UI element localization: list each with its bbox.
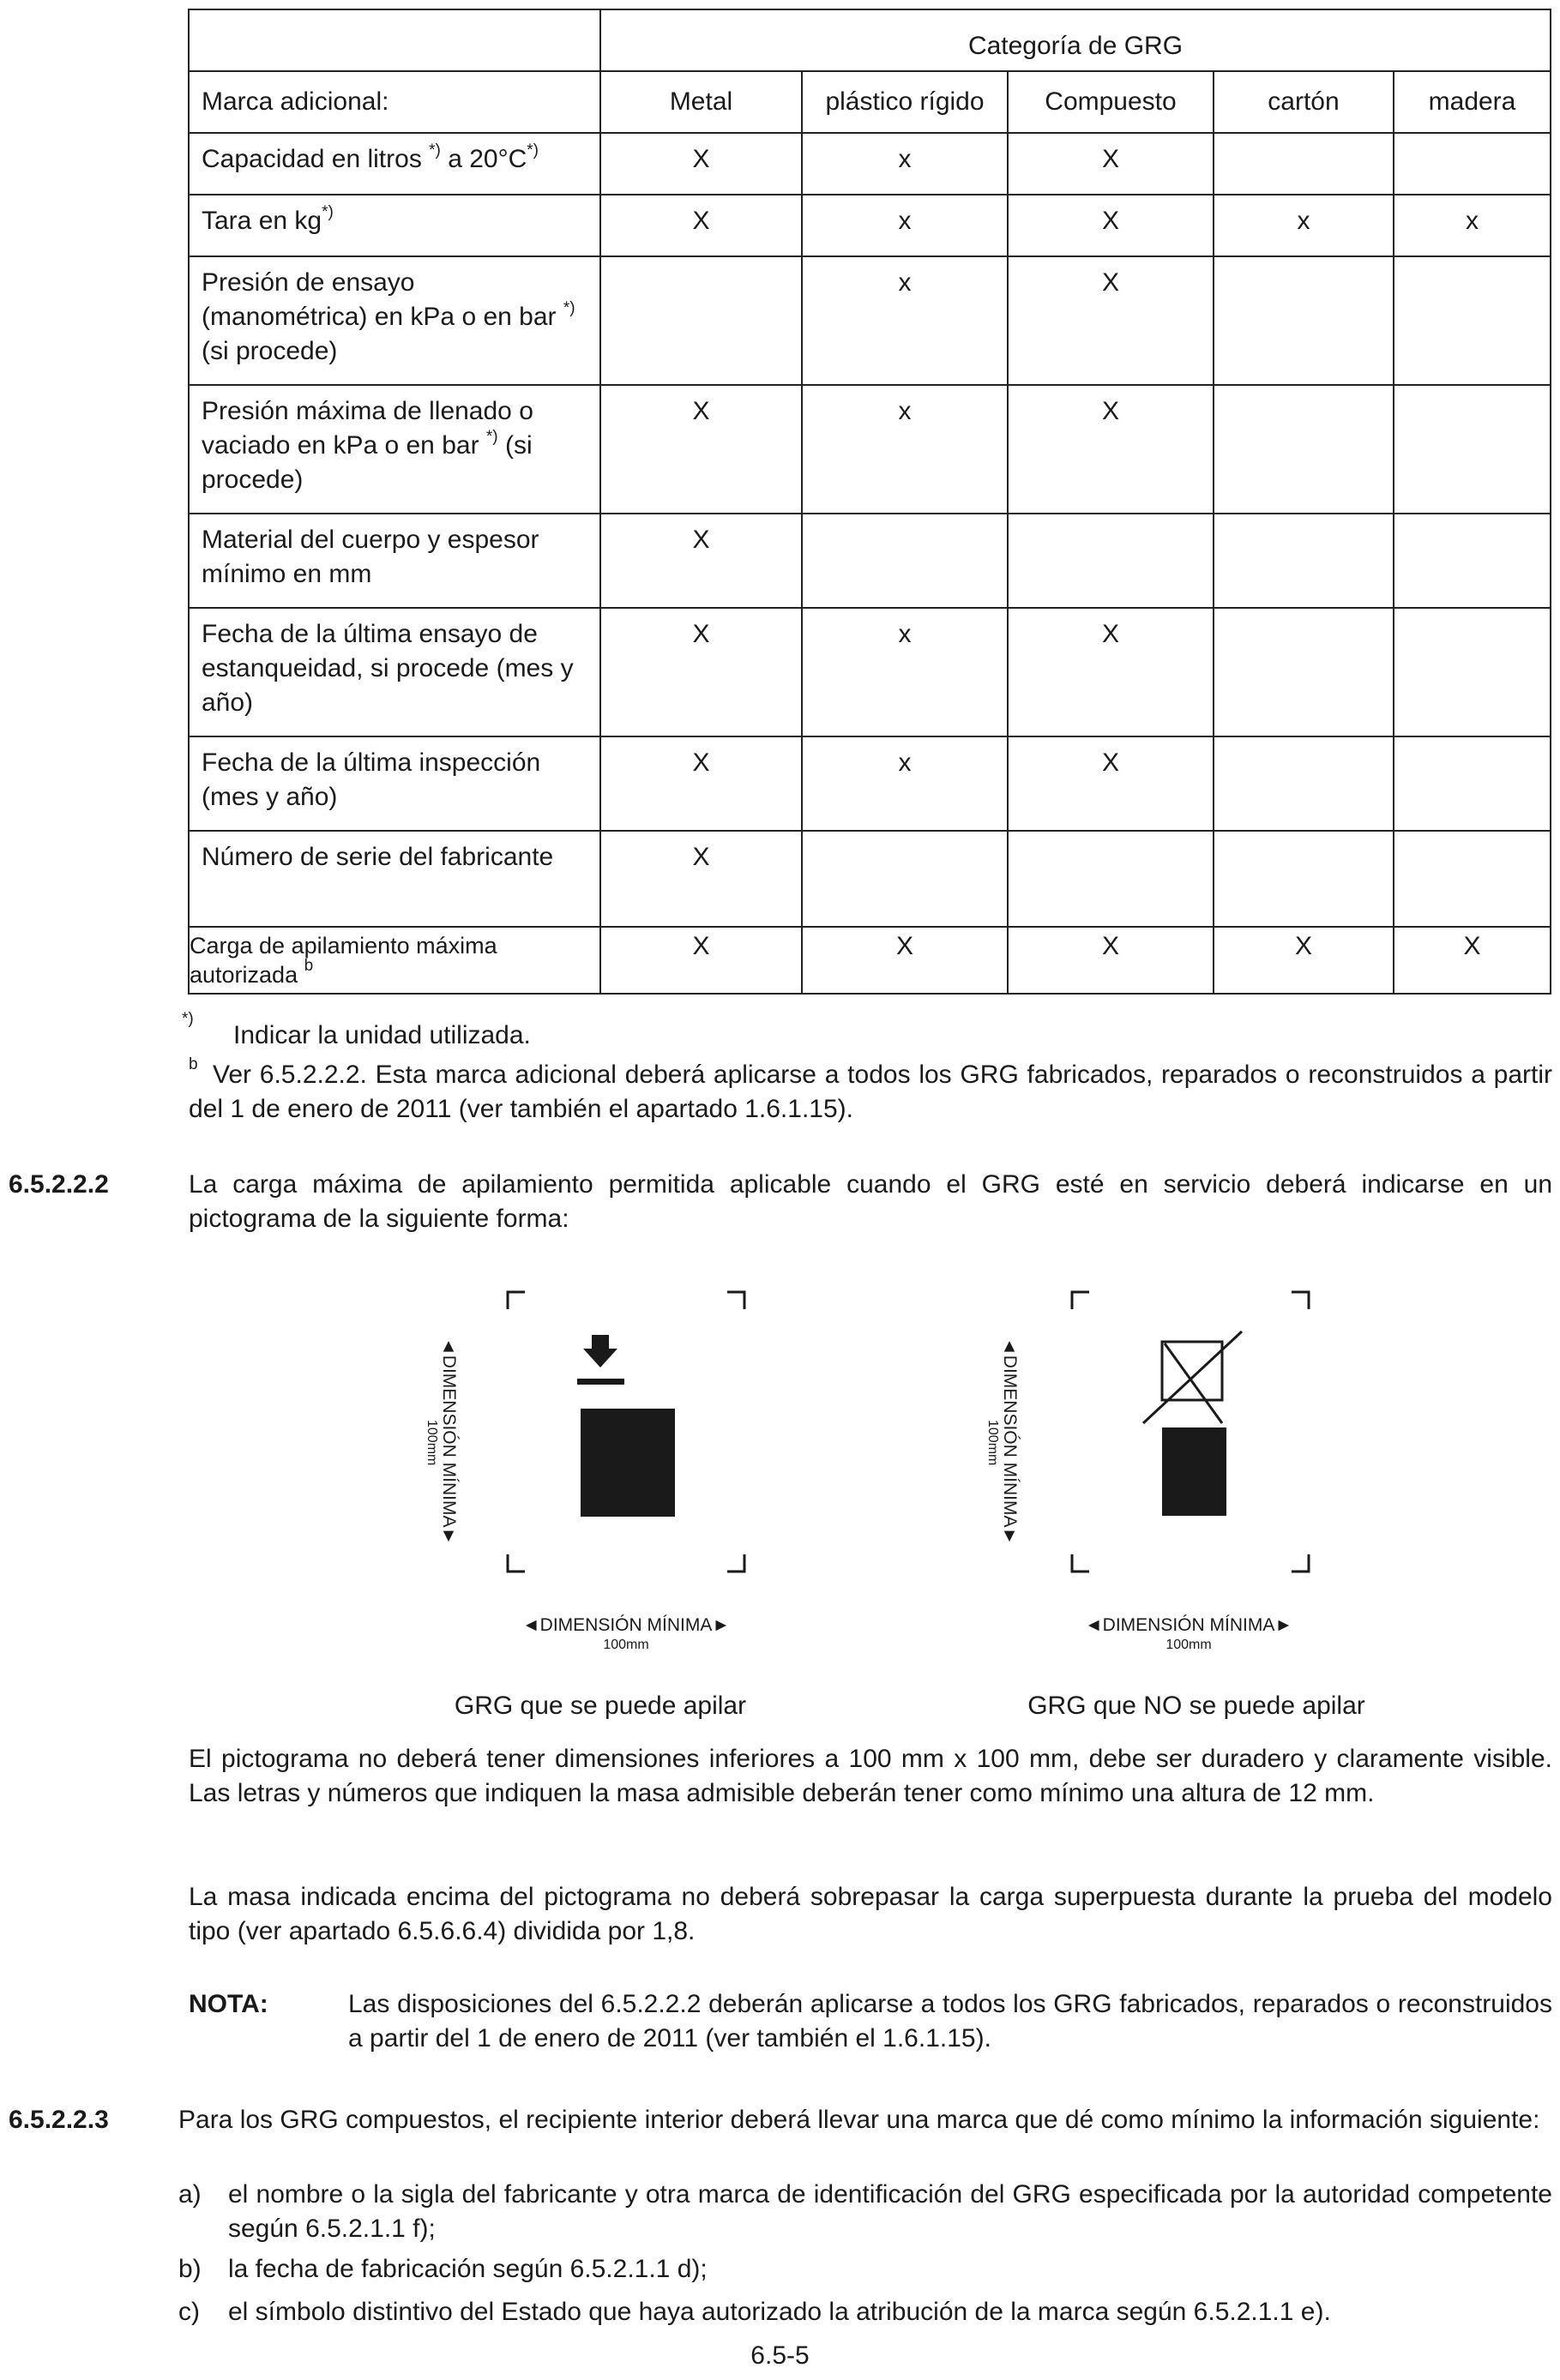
caption-stackable: GRG que se puede apilar bbox=[454, 1692, 747, 1720]
row-label: Carga de apilamiento máxima autorizada $^b$ bbox=[189, 927, 600, 994]
mark-cell bbox=[1214, 385, 1394, 514]
footnote-mark-asterisk: *) bbox=[182, 1010, 194, 1028]
mark-cell: X bbox=[600, 831, 802, 927]
mark-cell: x bbox=[802, 133, 1008, 195]
mark-cell bbox=[600, 256, 802, 385]
mark-cell: X bbox=[1008, 133, 1214, 195]
mark-cell: x bbox=[802, 256, 1008, 385]
mark-cell: X bbox=[1008, 256, 1214, 385]
horizontal-dimension-value: 100mm bbox=[603, 1638, 649, 1652]
mark-cell: X bbox=[600, 608, 802, 736]
horizontal-dimension-label: ◄DIMENSIÓN MÍNIMA► bbox=[521, 1615, 731, 1635]
horizontal-dimension-label: ◄DIMENSIÓN MÍNIMA► bbox=[1084, 1615, 1293, 1635]
table-row bbox=[189, 256, 1551, 385]
mark-cell bbox=[1214, 133, 1394, 195]
vertical-dimension-label: ◄DIMENSIÓN MÍNIMA► bbox=[439, 1337, 459, 1546]
note-label: NOTA: bbox=[189, 1990, 268, 2018]
mark-cell bbox=[1394, 831, 1551, 927]
list-item-label: b) bbox=[178, 2255, 202, 2283]
vertical-dimension-label: ◄DIMENSIÓN MÍNIMA► bbox=[1000, 1337, 1020, 1546]
table-row bbox=[189, 736, 1551, 831]
mark-cell: X bbox=[1008, 736, 1214, 831]
header-category-group: Categoría de GRG bbox=[600, 9, 1551, 71]
mark-cell: x bbox=[802, 608, 1008, 736]
mark-cell: X bbox=[1214, 927, 1394, 994]
mass-limit-paragraph: La masa indicada encima del pictograma no deberá sobrepasar la carga superpuesta durante la prueba del modelo tipo (ver apartado 6.5.6.6.4) dividida por 1,8. bbox=[189, 1883, 1552, 1945]
list-item-label: a) bbox=[178, 2180, 202, 2209]
table-row bbox=[189, 133, 1551, 195]
row-label: Fecha de la última inspección (mes y año) bbox=[189, 736, 600, 831]
row-label: Capacidad en litros *) a 20°C*) bbox=[189, 133, 600, 195]
section-6-5-2-2-3-intro: Para los GRG compuestos, el recipiente interior deberá llevar una marca que dé como mínimo la información siguiente: bbox=[178, 2106, 1540, 2134]
mark-cell bbox=[1008, 831, 1214, 927]
page-number: 6.5-5 bbox=[750, 2341, 810, 2370]
list-item-text: la fecha de fabricación según 6.5.2.1.1 d); bbox=[228, 2255, 708, 2283]
row-label: Número de serie del fabricante bbox=[189, 831, 600, 927]
mark-cell: X bbox=[1008, 195, 1214, 256]
row-label: Fecha de la última ensayo de estanqueidad, si procede (mes y año) bbox=[189, 608, 600, 736]
mark-cell bbox=[1394, 133, 1551, 195]
table-row bbox=[189, 195, 1551, 256]
row-label: Presión máxima de llenado o vaciado en kPa o en bar *) (si procede) bbox=[189, 385, 600, 514]
table-row bbox=[189, 385, 1551, 514]
mark-cell: X bbox=[1008, 608, 1214, 736]
mark-cell bbox=[1214, 831, 1394, 927]
vertical-dimension-value: 100mm bbox=[425, 1420, 439, 1466]
mark-cell bbox=[1214, 256, 1394, 385]
mark-cell bbox=[1214, 736, 1394, 831]
mark-cell bbox=[1394, 514, 1551, 608]
mark-cell: x bbox=[1214, 195, 1394, 256]
table-row bbox=[189, 831, 1551, 927]
row-label: Tara en kg*) bbox=[189, 195, 600, 256]
table-row bbox=[189, 514, 1551, 608]
section-6-5-2-2-2-intro: La carga máxima de apilamiento permitida aplicable cuando el GRG esté en servicio deberá indicarse en un pictograma de la siguiente forma: bbox=[189, 1170, 1552, 1233]
list-item-label: c) bbox=[178, 2298, 200, 2326]
mark-cell bbox=[1214, 608, 1394, 736]
column-header-compuesto: Compuesto bbox=[1008, 71, 1214, 133]
stackable-pictogram bbox=[497, 1282, 755, 1573]
column-header-carton: cartón bbox=[1214, 71, 1394, 133]
note-text: Las disposiciones del 6.5.2.2.2 deberán aplicarse a todos los GRG fabricados, reparados o reconstruidos a partir del 1 de enero de 2011 (ver también el 1.6.1.15). bbox=[348, 1990, 1552, 2052]
caption-non-stackable: GRG que NO se puede apilar bbox=[1027, 1692, 1365, 1720]
table-row bbox=[189, 608, 1551, 736]
footnote-b-text: Ver 6.5.2.2.2. Esta marca adicional deberá aplicarse a todos los GRG fabricados, reparados o reconstruidos a partir del 1 de enero de 2011 (ver también el apartado 1.6.1.15). bbox=[189, 1061, 1552, 1123]
column-header-plastico-rigido: plástico rígido bbox=[802, 71, 1008, 133]
vertical-dimension-value: 100mm bbox=[985, 1420, 1000, 1466]
mark-cell: x bbox=[1394, 195, 1551, 256]
list-item-text: el nombre o la sigla del fabricante y otra marca de identificación del GRG especificada por la autoridad competente según 6.5.2.1.1 f); bbox=[228, 2180, 1552, 2243]
footnote-units: Indicar la unidad utilizada. bbox=[233, 1021, 531, 1049]
mark-cell: X bbox=[802, 927, 1008, 994]
mark-cell bbox=[1394, 608, 1551, 736]
mark-cell: X bbox=[600, 133, 802, 195]
mark-cell: x bbox=[802, 736, 1008, 831]
mark-cell bbox=[1008, 514, 1214, 608]
section-number-6-5-2-2-3: 6.5.2.2.3 bbox=[9, 2106, 109, 2134]
mark-cell bbox=[1394, 256, 1551, 385]
mark-cell: X bbox=[600, 736, 802, 831]
column-header-madera: madera bbox=[1394, 71, 1551, 133]
header-empty-cell bbox=[189, 9, 600, 71]
marking-table bbox=[188, 9, 1551, 995]
row-header-cell: Marca adicional: bbox=[189, 71, 600, 133]
row-label: Presión de ensayo (manométrica) en kPa o en bar *) (si procede) bbox=[189, 256, 600, 385]
mark-cell: X bbox=[1008, 927, 1214, 994]
mark-cell bbox=[1394, 736, 1551, 831]
mark-cell: X bbox=[600, 385, 802, 514]
mark-cell: X bbox=[1008, 385, 1214, 514]
mark-cell: x bbox=[802, 385, 1008, 514]
non-stackable-pictogram bbox=[1062, 1282, 1319, 1573]
horizontal-dimension-value: 100mm bbox=[1165, 1638, 1212, 1652]
pictogram-dimension-paragraph: El pictograma no deberá tener dimensiones inferiores a 100 mm x 100 mm, debe ser duradero y claramente visible. Las letras y números que indiquen la masa admisible deberán tener como mínimo una altura de 12 mm. bbox=[189, 1745, 1552, 1807]
mark-cell bbox=[1214, 514, 1394, 608]
table-row bbox=[189, 927, 1551, 994]
footnote-mark-b: b bbox=[189, 1055, 198, 1073]
column-header-metal: Metal bbox=[600, 71, 802, 133]
list-item-text: el símbolo distintivo del Estado que haya autorizado la atribución de la marca según 6.5.2.1.1 e). bbox=[228, 2298, 1331, 2326]
section-number-6-5-2-2-2: 6.5.2.2.2 bbox=[9, 1170, 109, 1199]
mark-cell: X bbox=[1394, 927, 1551, 994]
mark-cell: X bbox=[600, 514, 802, 608]
mark-cell bbox=[1394, 385, 1551, 514]
mark-cell: X bbox=[600, 927, 802, 994]
mark-cell: X bbox=[600, 195, 802, 256]
mark-cell bbox=[802, 514, 1008, 608]
row-label: Material del cuerpo y espesor mínimo en mm bbox=[189, 514, 600, 608]
mark-cell bbox=[802, 831, 1008, 927]
mark-cell: x bbox=[802, 195, 1008, 256]
